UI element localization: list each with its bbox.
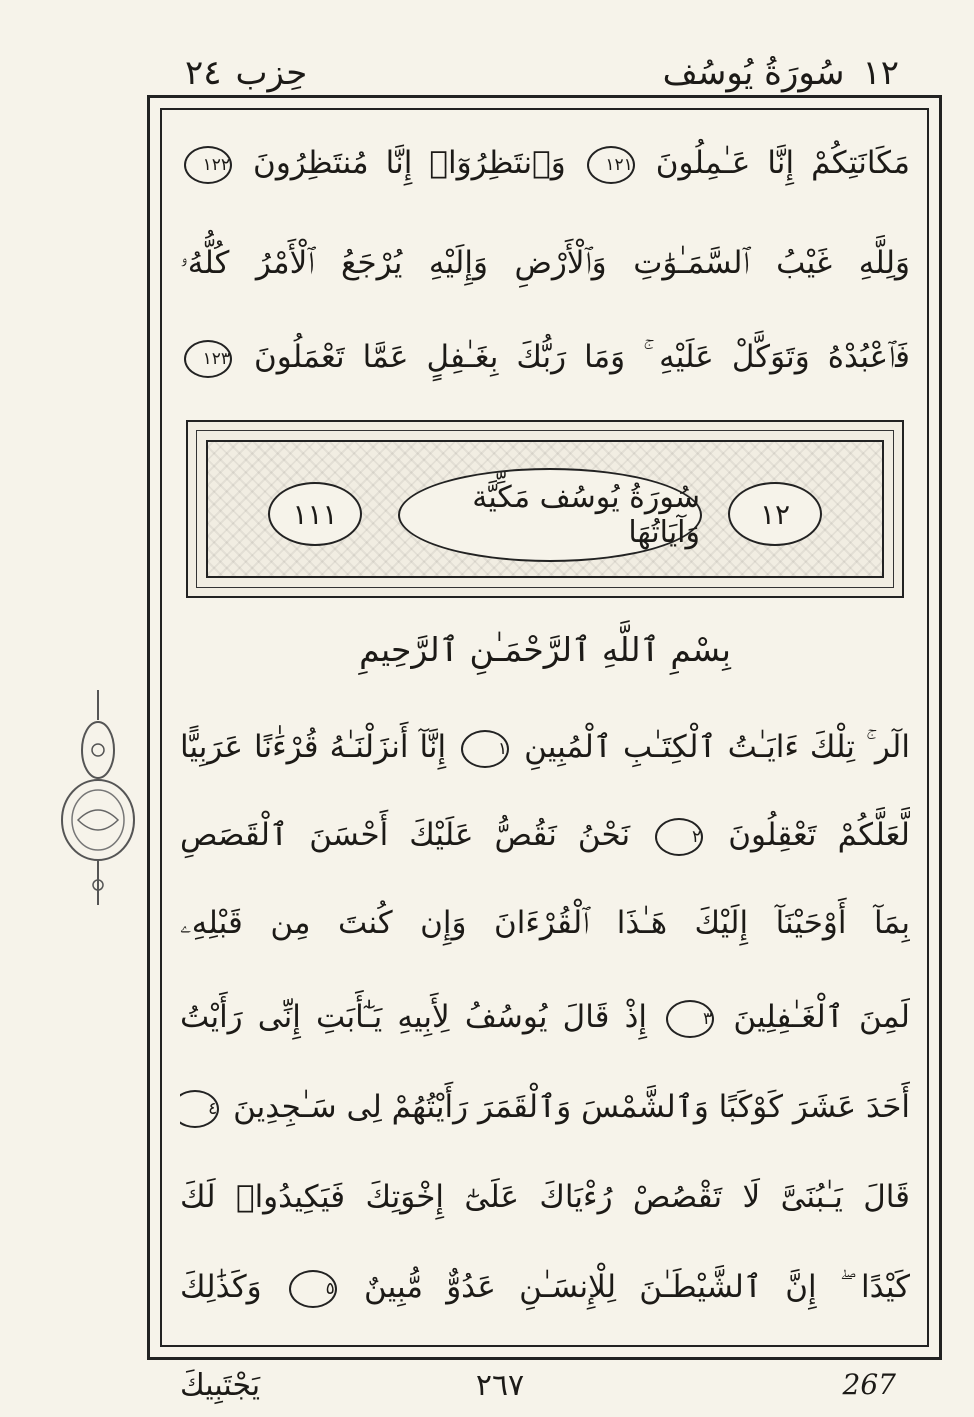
verse-text: نَحْنُ نَقُصُّ عَلَيْكَ أَحْسَنَ ٱلْقَصَصِ	[180, 817, 631, 853]
verse-text: وَٱنتَظِرُوٓا۟ إِنَّا مُنتَظِرُونَ	[253, 145, 566, 181]
verse-text: إِنَّآ أَنزَلْنَـٰهُ قُرْءَٰنًا عَرَبِيًّا	[180, 729, 447, 765]
verse-line	[180, 128, 910, 198]
surah-name: سُورَةُ يُوسُف	[662, 53, 845, 93]
verse-line	[180, 322, 910, 392]
verse-text: أَحَدَ عَشَرَ كَوْكَبًا وَٱلشَّمْسَ وَٱلْقَمَرَ رَأَيْتُهُمْ لِى سَـٰجِدِينَ	[233, 1089, 910, 1125]
ayah-marker: ١٢١	[587, 146, 635, 184]
ayah-marker: ١	[461, 730, 509, 768]
verse-text: مَكَانَتِكُمْ إِنَّا عَـٰمِلُونَ	[655, 145, 910, 181]
verse-text: بِمَآ أَوْحَيْنَآ إِلَيْكَ هَـٰذَا ٱلْقُرْءَانَ وَإِن كُنتَ مِن قَبْلِهِۦ	[180, 905, 910, 941]
verse-text: الٓر ۚ تِلْكَ ءَايَـٰتُ ٱلْكِتَـٰبِ ٱلْمُبِينِ	[524, 729, 910, 765]
hizb-label: حِزب	[235, 53, 308, 93]
verse-text: كَيْدًا ۖ إِنَّ ٱلشَّيْطَـٰنَ لِلْإِنسَـٰنِ عَدُوٌّ مُّبِينٌ	[364, 1269, 910, 1305]
verse-text: إِذْ قَالَ يُوسُفُ لِأَبِيهِ يَـٰٓأَبَتِ إِنِّى رَأَيْتُ	[180, 999, 648, 1035]
verse-line	[180, 800, 910, 870]
surah-title: سُورَةُ يُوسُف مَكِّيَّة وَآيَاتُهَا	[472, 480, 700, 550]
catchword: يَجْتَبِيكَ	[180, 1368, 261, 1403]
ayah-marker: ٤	[180, 1090, 219, 1128]
verse-text: وَلِلَّهِ غَيْبُ ٱلسَّمَـٰوَٰتِ وَٱلْأَرْضِ وَإِلَيْهِ يُرْجَعُ ٱلْأَمْرُ كُلُّهُۥ	[180, 245, 910, 281]
surah-title-box	[186, 420, 904, 598]
ayah-marker: ٣	[666, 1000, 714, 1038]
surah-box-pattern	[206, 440, 884, 578]
basmala: بِسْمِ ٱللَّهِ ٱلرَّحْمَـٰنِ ٱلرَّحِيمِ	[359, 630, 731, 669]
verse-line	[180, 228, 910, 298]
ayah-marker: ٢	[655, 818, 703, 856]
margin-ornament-icon	[58, 690, 138, 910]
hizb-number: ٢٤	[185, 53, 222, 93]
verse-text: وَكَذَٰلِكَ	[180, 1269, 262, 1305]
verse-line	[180, 982, 910, 1052]
surah-order-medallion	[728, 482, 822, 546]
surah-number: ١٢	[862, 53, 899, 93]
ayah-marker: ١٢٣	[184, 340, 232, 378]
ayah-marker: ١٢٢	[184, 146, 232, 184]
verse-text: قَالَ يَـٰبُنَىَّ لَا تَقْصُصْ رُءْيَاكَ عَلَىٰٓ إِخْوَتِكَ فَيَكِيدُوا۟ لَكَ	[180, 1179, 910, 1215]
verse-line	[180, 1072, 910, 1142]
verse-text: فَٱعْبُدْهُ وَتَوَكَّلْ عَلَيْهِ ۚ وَمَا رَبُّكَ بِغَـٰفِلٍ عَمَّا تَعْمَلُونَ	[254, 339, 910, 375]
verse-line	[180, 1162, 910, 1232]
page-header	[185, 48, 899, 98]
verse-line	[180, 712, 910, 782]
surah-title-oval	[398, 468, 702, 562]
surah-order: ١٢	[759, 497, 791, 531]
surah-header	[663, 53, 899, 93]
basmala-line	[180, 615, 910, 685]
hizb-header	[185, 53, 307, 93]
verse-count-medallion	[268, 482, 362, 546]
page-number-arabic: ٢٦٧	[475, 1368, 525, 1403]
verse-text: لَمِنَ ٱلْغَـٰفِلِينَ	[733, 999, 910, 1035]
verse-text: لَّعَلَّكُمْ تَعْقِلُونَ	[728, 817, 910, 853]
verse-line	[180, 888, 910, 958]
verse-line	[180, 1252, 910, 1322]
verse-count: ١١١	[292, 497, 338, 531]
page-number-latin: 267	[842, 1368, 896, 1401]
ayah-marker: ٥	[289, 1270, 337, 1308]
